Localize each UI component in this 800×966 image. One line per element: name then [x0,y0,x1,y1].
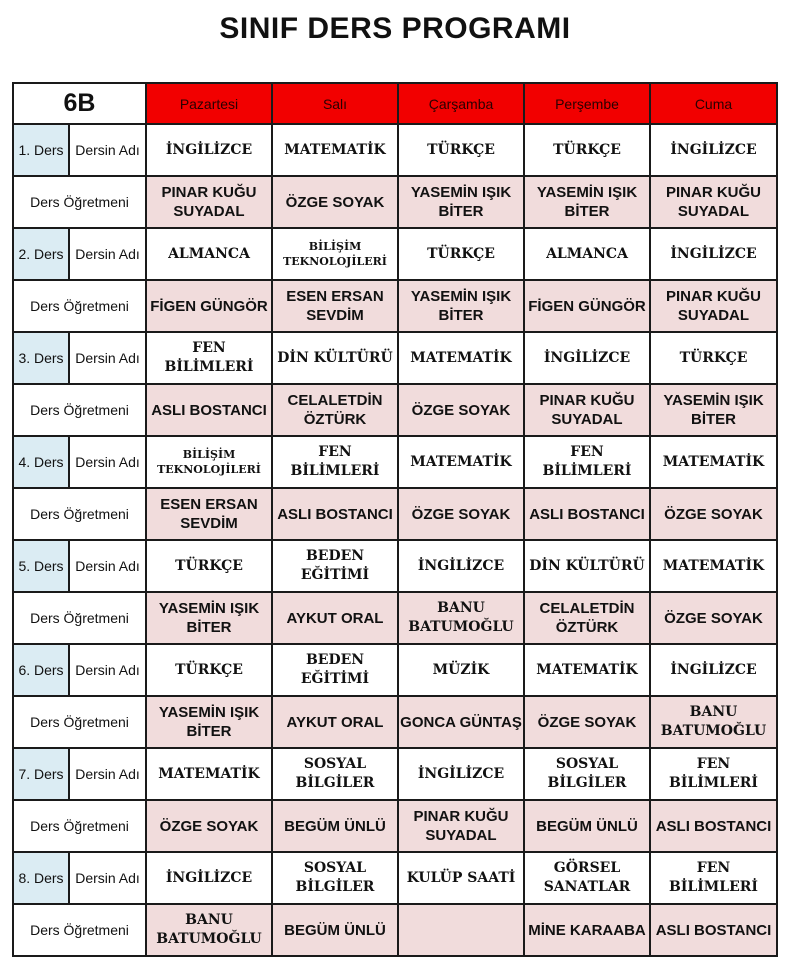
lesson-2-teacher-row [13,280,777,332]
day-header-thursday: Perşembe [524,83,650,124]
day-header-wednesday: Çarşamba [398,83,524,124]
teacher-cell-5-tuesday: AYKUT ORAL [272,592,398,644]
lesson-7-teacher-row [13,800,777,852]
subject-cell-1-monday: İNGİLİZCE [146,124,272,176]
lesson-2-subject-row [13,228,777,280]
teacher-cell-3-wednesday: ÖZGE SOYAK [398,384,524,436]
teacher-cell-6-thursday: ÖZGE SOYAK [524,696,650,748]
subject-label: Dersin Adı [69,644,146,696]
teacher-cell-2-tuesday: ESEN ERSAN SEVDİM [272,280,398,332]
teacher-cell-1-friday: PINAR KUĞU SUYADAL [650,176,777,228]
subject-cell-5-friday: MATEMATİK [650,540,777,592]
teacher-cell-7-monday: ÖZGE SOYAK [146,800,272,852]
teacher-cell-2-thursday: FİGEN GÜNGÖR [524,280,650,332]
lesson-2-number: 2. Ders [13,228,69,280]
lesson-6-number: 6. Ders [13,644,69,696]
teacher-cell-4-tuesday: ASLI BOSTANCI [272,488,398,540]
teacher-cell-3-tuesday: CELALETDİN ÖZTÜRK [272,384,398,436]
teacher-cell-5-thursday: CELALETDİN ÖZTÜRK [524,592,650,644]
teacher-cell-1-wednesday: YASEMİN IŞIK BİTER [398,176,524,228]
subject-label: Dersin Adı [69,748,146,800]
lesson-7-number: 7. Ders [13,748,69,800]
lesson-3-subject-row [13,332,777,384]
lesson-1-number: 1. Ders [13,124,69,176]
teacher-cell-4-friday: ÖZGE SOYAK [650,488,777,540]
teacher-label: Ders Öğretmeni [13,280,146,332]
lesson-5-number: 5. Ders [13,540,69,592]
subject-cell-3-monday: FEN BİLİMLERİ [146,332,272,384]
subject-cell-5-thursday: DİN KÜLTÜRÜ [524,540,650,592]
teacher-cell-3-friday: YASEMİN IŞIK BİTER [650,384,777,436]
subject-label: Dersin Adı [69,228,146,280]
subject-cell-6-wednesday: MÜZİK [398,644,524,696]
subject-cell-5-monday: TÜRKÇE [146,540,272,592]
lesson-7-subject-row [13,748,777,800]
teacher-cell-4-thursday: ASLI BOSTANCI [524,488,650,540]
teacher-label: Ders Öğretmeni [13,904,146,956]
subject-cell-2-monday: ALMANCA [146,228,272,280]
lesson-8-teacher-row [13,904,777,956]
teacher-label: Ders Öğretmeni [13,176,146,228]
subject-cell-1-thursday: TÜRKÇE [524,124,650,176]
subject-cell-8-monday: İNGİLİZCE [146,852,272,904]
subject-cell-6-monday: TÜRKÇE [146,644,272,696]
lesson-4-teacher-row [13,488,777,540]
teacher-cell-6-tuesday: AYKUT ORAL [272,696,398,748]
subject-cell-3-thursday: İNGİLİZCE [524,332,650,384]
subject-cell-1-wednesday: TÜRKÇE [398,124,524,176]
subject-cell-7-monday: MATEMATİK [146,748,272,800]
teacher-cell-6-friday: BANU BATUMOĞLU [650,696,777,748]
day-header-monday: Pazartesi [146,83,272,124]
subject-label: Dersin Adı [69,852,146,904]
teacher-cell-7-friday: ASLI BOSTANCI [650,800,777,852]
teacher-cell-8-wednesday [398,904,524,956]
subject-cell-4-tuesday: FEN BİLİMLERİ [272,436,398,488]
teacher-cell-7-wednesday: PINAR KUĞU SUYADAL [398,800,524,852]
subject-cell-4-friday: MATEMATİK [650,436,777,488]
subject-cell-2-tuesday: BİLİŞİM TEKNOLOJİLERİ [272,228,398,280]
teacher-label: Ders Öğretmeni [13,592,146,644]
subject-cell-3-friday: TÜRKÇE [650,332,777,384]
subject-cell-8-thursday: GÖRSEL SANATLAR [524,852,650,904]
lesson-4-number: 4. Ders [13,436,69,488]
subject-cell-5-wednesday: İNGİLİZCE [398,540,524,592]
teacher-cell-2-friday: PINAR KUĞU SUYADAL [650,280,777,332]
teacher-cell-8-monday: BANU BATUMOĞLU [146,904,272,956]
lesson-3-teacher-row [13,384,777,436]
teacher-label: Ders Öğretmeni [13,696,146,748]
subject-cell-3-wednesday: MATEMATİK [398,332,524,384]
subject-cell-7-friday: FEN BİLİMLERİ [650,748,777,800]
class-name: 6B [13,83,146,124]
teacher-cell-2-wednesday: YASEMİN IŞIK BİTER [398,280,524,332]
teacher-cell-6-monday: YASEMİN IŞIK BİTER [146,696,272,748]
subject-cell-8-wednesday: KULÜP SAATİ [398,852,524,904]
teacher-cell-4-monday: ESEN ERSAN SEVDİM [146,488,272,540]
subject-label: Dersin Adı [69,540,146,592]
lesson-3-number: 3. Ders [13,332,69,384]
subject-cell-2-friday: İNGİLİZCE [650,228,777,280]
teacher-cell-7-thursday: BEGÜM ÜNLÜ [524,800,650,852]
subject-cell-3-tuesday: DİN KÜLTÜRÜ [272,332,398,384]
teacher-cell-8-tuesday: BEGÜM ÜNLÜ [272,904,398,956]
subject-label: Dersin Adı [69,436,146,488]
subject-cell-4-wednesday: MATEMATİK [398,436,524,488]
teacher-cell-7-tuesday: BEGÜM ÜNLÜ [272,800,398,852]
header-row [13,83,777,124]
subject-cell-6-thursday: MATEMATİK [524,644,650,696]
subject-cell-7-wednesday: İNGİLİZCE [398,748,524,800]
lesson-5-teacher-row [13,592,777,644]
teacher-label: Ders Öğretmeni [13,384,146,436]
lesson-6-subject-row [13,644,777,696]
subject-cell-7-thursday: SOSYAL BİLGİLER [524,748,650,800]
day-header-tuesday: Salı [272,83,398,124]
subject-cell-2-wednesday: TÜRKÇE [398,228,524,280]
teacher-label: Ders Öğretmeni [13,488,146,540]
subject-cell-6-friday: İNGİLİZCE [650,644,777,696]
lesson-1-teacher-row [13,176,777,228]
teacher-cell-5-friday: ÖZGE SOYAK [650,592,777,644]
teacher-cell-8-thursday: MİNE KARAABA [524,904,650,956]
teacher-cell-1-monday: PINAR KUĞU SUYADAL [146,176,272,228]
teacher-cell-5-wednesday: BANU BATUMOĞLU [398,592,524,644]
lesson-4-subject-row [13,436,777,488]
teacher-cell-1-thursday: YASEMİN IŞIK BİTER [524,176,650,228]
day-header-friday: Cuma [650,83,777,124]
teacher-cell-8-friday: ASLI BOSTANCI [650,904,777,956]
teacher-label: Ders Öğretmeni [13,800,146,852]
lesson-1-subject-row [13,124,777,176]
lesson-8-number: 8. Ders [13,852,69,904]
teacher-cell-4-wednesday: ÖZGE SOYAK [398,488,524,540]
subject-cell-8-friday: FEN BİLİMLERİ [650,852,777,904]
teacher-cell-2-monday: FİGEN GÜNGÖR [146,280,272,332]
lesson-5-subject-row [13,540,777,592]
subject-label: Dersin Adı [69,124,146,176]
schedule-table [12,82,778,957]
subject-cell-2-thursday: ALMANCA [524,228,650,280]
teacher-cell-1-tuesday: ÖZGE SOYAK [272,176,398,228]
teacher-cell-3-thursday: PINAR KUĞU SUYADAL [524,384,650,436]
subject-cell-4-monday: BİLİŞİM TEKNOLOJİLERİ [146,436,272,488]
subject-cell-5-tuesday: BEDEN EĞİTİMİ [272,540,398,592]
lesson-8-subject-row [13,852,777,904]
page-title: SINIF DERS PROGRAMI [219,12,571,45]
lesson-6-teacher-row [13,696,777,748]
subject-cell-1-tuesday: MATEMATİK [272,124,398,176]
subject-cell-7-tuesday: SOSYAL BİLGİLER [272,748,398,800]
teacher-cell-3-monday: ASLI BOSTANCI [146,384,272,436]
subject-cell-1-friday: İNGİLİZCE [650,124,777,176]
teacher-cell-6-wednesday: GONCA GÜNTAŞ [398,696,524,748]
subject-label: Dersin Adı [69,332,146,384]
subject-cell-6-tuesday: BEDEN EĞİTİMİ [272,644,398,696]
schedule-body [13,83,777,956]
subject-cell-4-thursday: FEN BİLİMLERİ [524,436,650,488]
teacher-cell-5-monday: YASEMİN IŞIK BİTER [146,592,272,644]
subject-cell-8-tuesday: SOSYAL BİLGİLER [272,852,398,904]
